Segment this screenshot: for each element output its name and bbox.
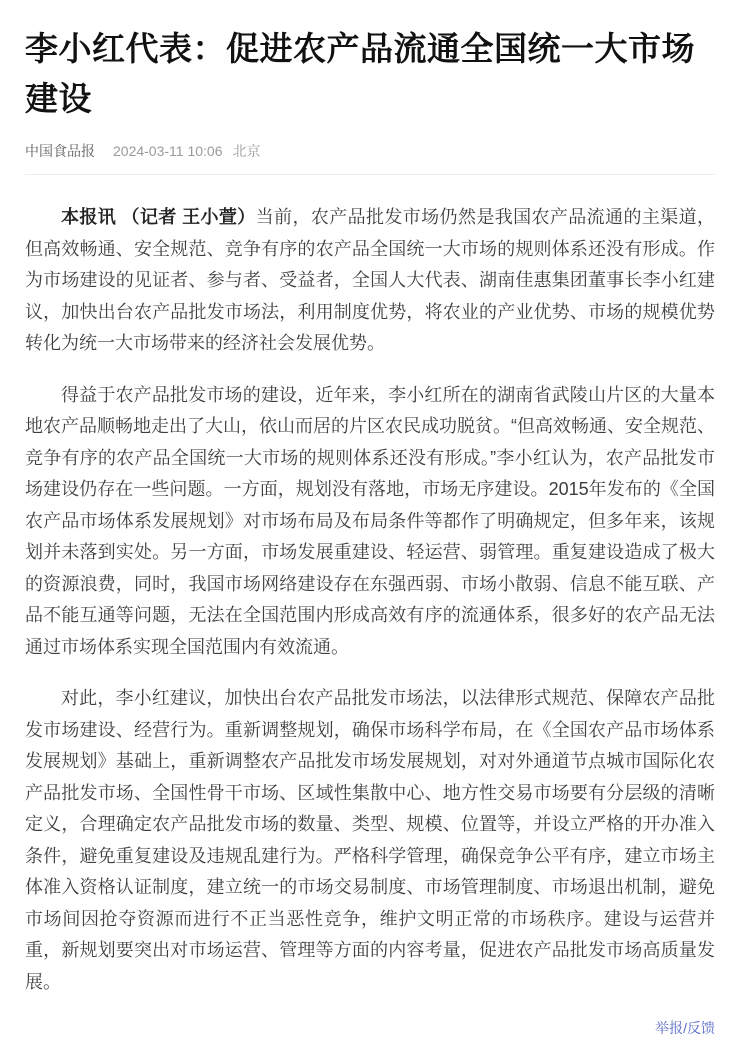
article-body [25, 202, 715, 998]
meta-datetime: 2024-03-11 10:06 [113, 143, 223, 159]
paragraph-1-lead: 本报讯 （记者 王小萱） [61, 207, 256, 227]
article-title: 李小红代表：促进农产品流通全国统一大市场建设 [25, 30, 695, 117]
paragraph-3: 对此，李小红建议，加快出台农产品批发市场法，以法律形式规范、保障农产品批发市场建设、经营行为。重新调整规划，确保市场科学布局，在《全国农产品市场体系发展规划》基础上，重新调整农产品批发市场发展规划，对对外通道节点城市国际化农产品批发市场、全国性骨干市场、区域性集散中心、地方性交易市场要有分层级的清晰定义，合理确定农产品批发市场的数量、类型、规模、位置等，并设立严格的开办准入条件，避免重复建设及违规乱建行为。严格科学管理，确保竞争公平有序，建立市场主体准入资格认证制度，建立统一的市场交易制度、市场管理制度、市场退出机制，避免市场间因抢夺资源而进行不正当恶性竞争，维护文明正常的市场秩序。建设与运营并重，新规划要突出对市场运营、管理等方面的内容考量，促进农产品批发市场高质量发展。 [25, 688, 715, 992]
report-feedback-link[interactable]: 举报/反馈 [655, 1020, 715, 1036]
article-meta [25, 141, 715, 161]
paragraph-2: 得益于农产品批发市场的建设，近年来，李小红所在的湖南省武陵山片区的大量本地农产品顺畅地走出了大山，依山而居的片区农民成功脱贫。“但高效畅通、安全规范、竞争有序的农产品全国统一大市场的规则体系还没有形成。”李小红认为，农产品批发市场建设仍存在一些问题。一方面，规划没有落地，市场无序建设。2015年发布的《全国农产品市场体系发展规划》对市场布局及布局条件等都作了明确规定，但多年来，该规划并未落到实处。另一方面，市场发展重建设、轻运营、弱管理。重复建设造成了极大的资源浪费，同时，我国市场网络建设存在东强西弱、市场小散弱、信息不能互联、产品不能互通等问题，无法在全国范围内形成高效有序的流通体系，很多好的农产品无法通过市场体系实现全国范围内有效流通。 [25, 384, 715, 657]
paragraph-1-text: 当前，农产品批发市场仍然是我国农产品流通的主渠道，但高效畅通、安全规范、竞争有序的农产品全国统一大市场的规则体系还没有形成。作为市场建设的见证者、参与者、受益者，全国人大代表、湖南佳惠集团董事长李小红建议，加快出台农产品批发市场法，利用制度优势，将农业的产业优势、市场的规模优势转化为统一大市场带来的经济社会发展优势。 [25, 207, 715, 353]
report-row [25, 1018, 715, 1038]
paragraph-1 [25, 202, 715, 360]
meta-location: 北京 [232, 143, 261, 159]
meta-source[interactable]: 中国食品报 [25, 143, 95, 159]
header-divider [25, 174, 715, 175]
